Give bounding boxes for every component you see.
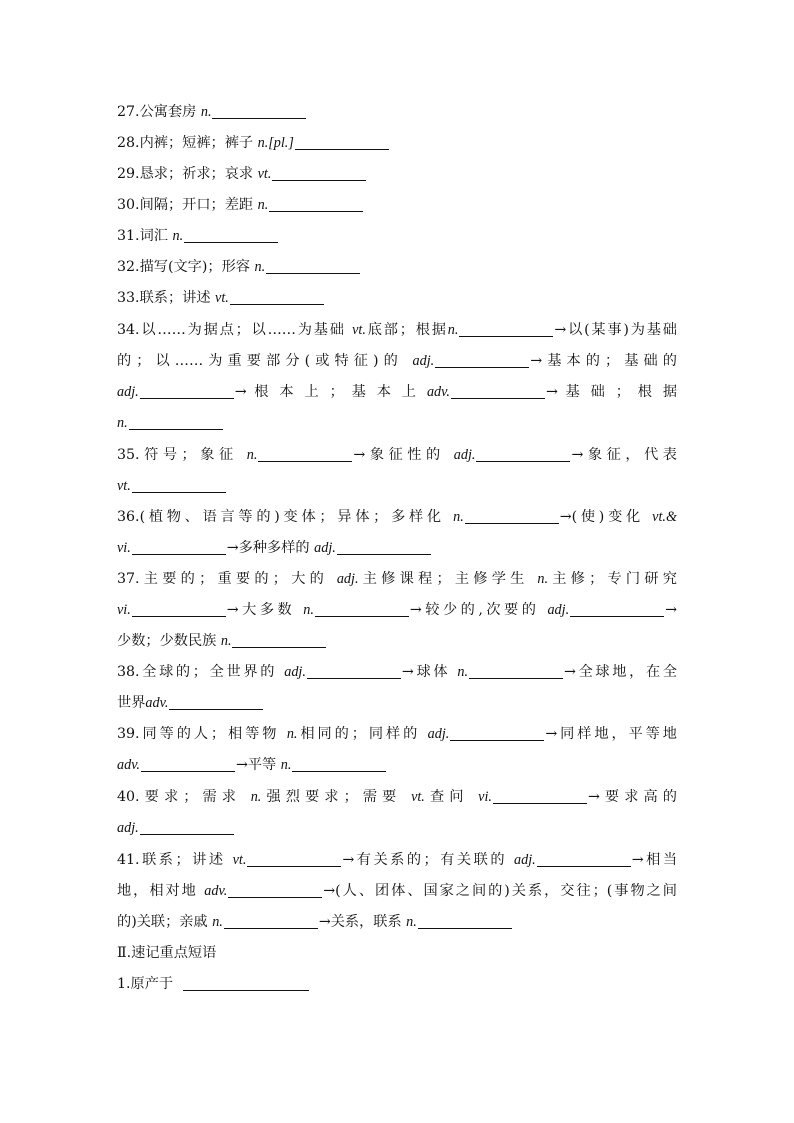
pos-label: n. (200, 104, 212, 120)
item-text: 词汇 (139, 228, 173, 244)
answer-blank[interactable] (307, 662, 401, 679)
vocab-item (117, 159, 677, 190)
pos-label: adj. (514, 852, 536, 868)
item-number: 33. (117, 290, 140, 306)
pos-label: vt. (411, 789, 425, 805)
answer-blank[interactable] (465, 507, 559, 524)
vocab-item-39-line2 (117, 750, 677, 781)
item-text: 世界 (117, 695, 146, 711)
answer-blank[interactable] (228, 881, 322, 898)
answer-blank[interactable] (476, 445, 570, 462)
item-text: → 基 础 ； 根 据 (545, 384, 678, 400)
vocab-item-35-line2 (117, 471, 677, 502)
answer-blank[interactable] (570, 600, 664, 617)
pos-label: n. (250, 789, 262, 805)
pos-label: n. (447, 322, 459, 338)
pos-label: adj. (117, 384, 139, 400)
vocab-item-40-line2 (117, 813, 677, 844)
item-text: →有关系的；有关联的 (342, 852, 508, 868)
vocab-item-37-line3 (117, 626, 677, 657)
item-text: →球体 (401, 664, 451, 680)
item-number: 30. (117, 197, 140, 213)
pos-label: adj. (547, 602, 570, 618)
pos-label: n. (286, 726, 298, 742)
answer-blank[interactable] (418, 912, 512, 929)
item-text: 的；以……为重要部分(或特征)的 (117, 353, 403, 369)
vocab-item-36-line2 (117, 533, 677, 564)
answer-blank[interactable] (141, 755, 235, 772)
pos-label: adj. (412, 353, 435, 369)
pos-label: vi. (478, 789, 492, 805)
vocab-item (117, 190, 677, 221)
section-heading (117, 938, 677, 969)
pos-label: adv. (204, 883, 228, 899)
answer-blank[interactable] (132, 538, 226, 555)
pos-label: adj. (336, 571, 359, 587)
answer-blank[interactable] (315, 600, 409, 617)
item-text: 地，相对地 (117, 883, 198, 899)
pos-label: n. (257, 197, 269, 213)
answer-blank[interactable] (183, 974, 309, 991)
answer-blank[interactable] (269, 195, 363, 212)
answer-blank[interactable] (132, 600, 226, 617)
answer-blank[interactable] (292, 755, 386, 772)
item-text: 41.联系；讲述 (117, 852, 226, 868)
pos-label: n. (212, 914, 223, 930)
item-text: →象征，代表 (571, 447, 677, 463)
vocab-item-38-line2 (117, 688, 677, 719)
item-text: →要求高的 (587, 789, 677, 805)
item-text: 强烈要求；需要 (261, 789, 402, 805)
answer-blank[interactable] (450, 724, 544, 741)
answer-blank[interactable] (247, 850, 341, 867)
pos-label: n. (172, 228, 184, 244)
item-number: 28. (117, 135, 140, 151)
item-text: →全球地，在全 (564, 664, 678, 680)
pos-label: n. (453, 509, 464, 525)
vocab-item (117, 283, 677, 314)
item-number: 27. (117, 104, 140, 120)
vocab-item-37-line2 (117, 595, 677, 626)
vocab-item-41-line3 (117, 907, 677, 938)
item-text: 36.(植物、语言等的)变体；异体；多样化 (117, 509, 445, 525)
vocab-item-34-line4 (117, 408, 677, 439)
item-text: 1.原产于 (117, 976, 174, 992)
pos-label: n. (457, 664, 469, 680)
item-text: →多种多样的 (226, 540, 310, 556)
item-text: 描写(文字)；形容 (139, 259, 255, 275)
pos-label: n. (303, 602, 314, 618)
pos-label: adj. (314, 540, 336, 556)
vocab-item-40-line1 (117, 782, 677, 813)
item-text: 39.同等的人；相等物 (117, 726, 280, 742)
vocab-item-38-line1 (117, 657, 677, 688)
pos-label: n. (254, 259, 266, 275)
vocab-item (117, 97, 677, 128)
item-text: 相同的；同样的 (297, 726, 421, 742)
item-text: 内裤；短裤；裤子 (139, 135, 258, 151)
answer-blank[interactable] (230, 288, 324, 305)
item-text: 恳求；祈求；哀求 (139, 166, 258, 182)
pos-label: adj. (117, 820, 139, 836)
pos-label: vt. (232, 852, 247, 868)
item-text: 少数；少数民族 (117, 633, 217, 649)
vocab-item-41-line1 (117, 845, 677, 876)
pos-label: vt. (257, 166, 272, 182)
item-text: 40.要求；需求 (117, 789, 242, 805)
answer-blank[interactable] (272, 164, 366, 181)
item-number: 32. (117, 259, 140, 275)
pos-label: adv. (117, 757, 140, 773)
answer-blank[interactable] (295, 133, 389, 150)
item-text: →(使)变化 (559, 509, 644, 525)
item-text: →大多数 (226, 602, 296, 618)
vocab-item-39-line1 (117, 719, 677, 750)
pos-label: vt. (215, 290, 229, 306)
item-text: → 根 本 上 ； 基 本 上 (234, 384, 420, 400)
vocab-item (117, 252, 677, 283)
pos-label: n.[pl.] (257, 135, 294, 151)
answer-blank[interactable] (493, 787, 587, 804)
pos-label: vt. (352, 322, 366, 338)
item-text: 34.以……为据点；以……为基础 (117, 322, 346, 338)
pos-label: n. (406, 914, 417, 930)
item-text: 公寓套房 (139, 104, 201, 120)
pos-label: adj. (453, 447, 476, 463)
vocab-item-36-line1 (117, 502, 677, 533)
item-text: 底部；根据 (365, 322, 448, 338)
answer-blank[interactable] (537, 850, 631, 867)
item-text: → (665, 602, 678, 618)
item-text: 联系；讲述 (139, 290, 216, 306)
answer-blank[interactable] (129, 413, 223, 430)
item-text: 的)关联；亲戚 (117, 914, 208, 930)
answer-blank[interactable] (266, 257, 360, 274)
item-text: 38.全球的；全世界的 (117, 664, 278, 680)
pos-label: vi. (117, 602, 131, 618)
vocab-item-37-line1 (117, 564, 677, 595)
item-text: 主修课程；主修学生 (358, 571, 529, 587)
answer-blank[interactable] (140, 818, 234, 835)
item-text: 主修；专门研究 (547, 571, 677, 587)
answer-blank[interactable] (132, 476, 226, 493)
answer-blank[interactable] (258, 445, 352, 462)
item-text: →较少的,次要的 (409, 602, 540, 618)
item-text: →以(某事)为基础 (554, 322, 677, 338)
item-text: →同样地，平等地 (545, 726, 677, 742)
pos-label: adv. (426, 384, 450, 400)
pos-label: vt. (117, 478, 131, 494)
vocab-item (117, 221, 677, 252)
pos-label: n. (537, 571, 548, 587)
item-text: →基本的；基础的 (530, 353, 677, 369)
pos-label: vt.& (652, 509, 677, 525)
answer-blank[interactable] (224, 912, 318, 929)
item-text: 37.主要的；重要的；大的 (117, 571, 329, 587)
item-text: →平等 (235, 757, 277, 773)
pos-label: n. (246, 447, 258, 463)
pos-label: n. (280, 757, 292, 773)
item-number: 31. (117, 228, 140, 244)
item-text: →相当 (631, 852, 678, 868)
pos-label: adj. (427, 726, 450, 742)
answer-blank[interactable] (212, 102, 306, 119)
section-title: Ⅱ.速记重点短语 (117, 945, 217, 961)
vocab-item-35-line1 (117, 440, 677, 471)
answer-blank[interactable] (232, 631, 326, 648)
item-text: 查问 (424, 789, 469, 805)
vocab-item-41-line2 (117, 876, 677, 907)
pos-label: vi. (117, 540, 131, 556)
answer-blank[interactable] (469, 662, 563, 679)
vocab-item-34-line3 (117, 377, 677, 408)
answer-blank[interactable] (435, 351, 529, 368)
answer-blank[interactable] (337, 538, 431, 555)
item-text: 间隔；开口；差距 (139, 197, 258, 213)
item-number: 29. (117, 166, 140, 182)
item-text: →象征性的 (353, 447, 445, 463)
vocab-item-34-line2 (117, 346, 677, 377)
answer-blank[interactable] (184, 226, 278, 243)
pos-label: n. (117, 415, 128, 431)
pos-label: adj. (284, 664, 306, 680)
answer-blank[interactable] (459, 320, 553, 337)
pos-label: adv. (145, 695, 169, 711)
item-text: 35.符号；象征 (117, 447, 238, 463)
item-text: →(人、团体、国家之间的)关系，交往；(事物之间 (323, 883, 677, 899)
answer-blank[interactable] (451, 382, 545, 399)
item-text: →关系，联系 (318, 914, 402, 930)
phrase-item-1 (117, 969, 677, 1000)
pos-label: n. (220, 633, 232, 649)
answer-blank[interactable] (169, 693, 263, 710)
vocab-item (117, 128, 677, 159)
answer-blank[interactable] (140, 382, 234, 399)
vocab-item-34-line1 (117, 315, 677, 346)
